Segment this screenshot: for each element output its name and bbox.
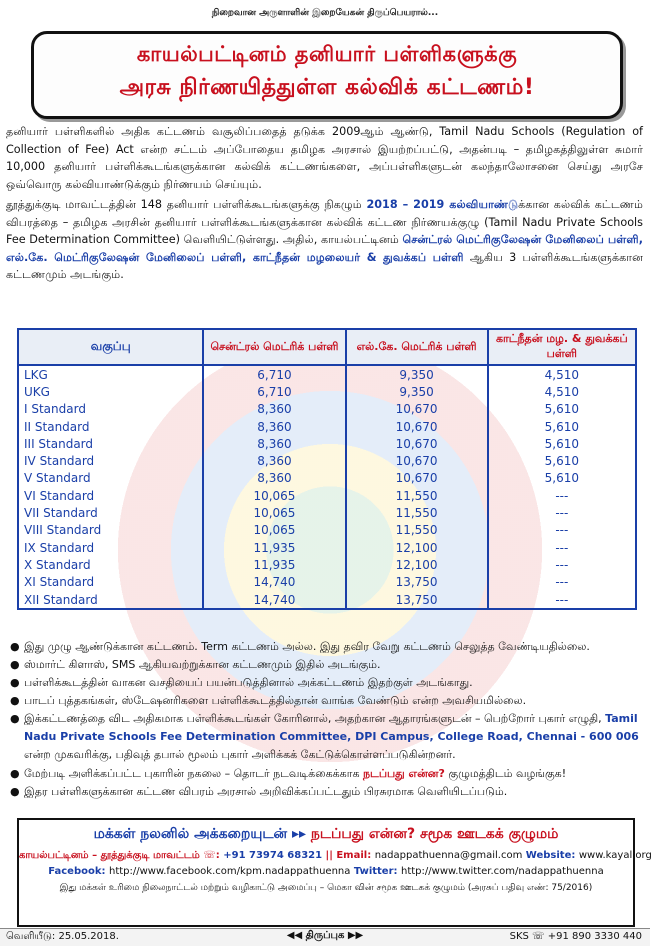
fee-row <box>18 383 636 400</box>
fee-row <box>18 435 636 452</box>
fee-cell: 11,550 <box>346 487 488 504</box>
class-cell: LKG <box>18 365 203 383</box>
fee-cell: --- <box>488 591 636 609</box>
phone-number[interactable]: +91 73974 68321 <box>223 850 323 861</box>
fee-cell: 11,550 <box>346 504 488 521</box>
fee-cell: 5,610 <box>488 401 636 418</box>
fee-cell: --- <box>488 556 636 573</box>
facebook-link[interactable]: http://www.facebook.com/kpm.nadappathuenna <box>108 866 351 877</box>
note-text: பாடப் புத்தகங்கள், ஸ்டேஷனரிகளை பள்ளிக்கூடத்தில்தான் வாங்க வேண்டும் என்ற அவசியமில்லை. <box>24 694 527 707</box>
class-cell: VIII Standard <box>18 522 203 539</box>
turn-page-nav[interactable]: ◀◀ திருப்புக ▶▶ <box>286 930 364 941</box>
publish-date: வெளியீடு: 25.05.2018. <box>6 931 119 942</box>
title-banner <box>31 31 623 119</box>
fee-cell: 13,750 <box>346 574 488 591</box>
fee-cell: 11,550 <box>346 522 488 539</box>
fee-row <box>18 539 636 556</box>
footer-social <box>19 866 633 877</box>
fee-cell: 9,350 <box>346 383 488 400</box>
fee-cell: 5,610 <box>488 435 636 452</box>
school-names: சென்ட்ரல் மெட்ரிகுலேஷன் மேனிலைப் பள்ளி, எல்.கே. மெட்ரிகுலேஷன் மேனிலைப் பள்ளி, காட்நீதன் மழலையர் & துவக்கப் பள்ளி <box>6 233 643 264</box>
fee-cell: 12,100 <box>346 539 488 556</box>
class-cell: II Standard <box>18 418 203 435</box>
bullet-icon: ● <box>10 640 20 653</box>
class-cell: IX Standard <box>18 539 203 556</box>
note-text: இது முழு ஆண்டுக்கான கட்டணம். Term கட்டணம் அல்ல. இது தவிர வேறு கட்டணம் செலுத்த வேண்டியதில்லை. <box>24 640 590 653</box>
fee-table <box>17 328 637 610</box>
intro-text-b: க்கான கல்விக் கட்டணம் விபரத்தை – தமிழக அரசின் தனியார் பள்ளிக்கூடங்களுக்கான கல்விக் கட்டண நிர்ணயக்குழு (Tamil Nadu Private Schools Fee Determination Committee) வெளியிட்டுள்ளது. அதில், காயல்பட்டினம் <box>6 198 643 247</box>
fee-row <box>18 401 636 418</box>
fee-row <box>18 522 636 539</box>
fee-cell: 11,935 <box>203 539 345 556</box>
fee-cell: 14,740 <box>203 574 345 591</box>
note-text: இக்கட்டணத்தை விட அதிகமாக பள்ளிக்கூடங்கள் கோரினால், அதற்கான ஆதாரங்களுடன் – பெற்றோர் புகார் எழுதி, <box>24 712 606 725</box>
class-cell: III Standard <box>18 435 203 452</box>
class-cell: VI Standard <box>18 487 203 504</box>
email-label: || Email: <box>322 850 375 861</box>
fee-cell: 8,360 <box>203 470 345 487</box>
intro-paragraph-1: தனியார் பள்ளிகளில் அதிக கட்டணம் வசூலிப்பதைத் தடுக்க 2009ஆம் ஆண்டு, Tamil Nadu Schools (Regulation of Collection of Fee) Act என்ற சட்டம் அப்போதைய தமிழக அரசால் இயற்றப்பட்டு, அதன்படி – தமிழகத்திலுள்ள சுமார் 10,000 தனியார் பள்ளிக்கூடங்களுக்கான கல்விக் கட்டணங்களை, அப்பள்ளிகளுடன் கலந்தாலோசனை செய்து அரசே ஒவ்வொரு கல்வியாண்டுக்கும் நிர்ணயம் செய்யும். <box>6 125 643 191</box>
fee-cell: 10,065 <box>203 504 345 521</box>
fee-cell: 10,670 <box>346 470 488 487</box>
note-item <box>10 765 640 782</box>
fee-cell: 6,710 <box>203 365 345 383</box>
facebook-label: Facebook: <box>48 866 109 877</box>
intro-text-a: தூத்துக்குடி மாவட்டத்தின் 148 தனியார் பள்ளிக்கூடங்களுக்கு நிகழும் <box>6 198 367 211</box>
fee-row <box>18 504 636 521</box>
contact-footer <box>17 818 652 927</box>
note-item <box>10 710 640 764</box>
bullet-icon: ● <box>10 767 20 780</box>
fee-cell: 5,610 <box>488 418 636 435</box>
fee-cell: 10,670 <box>346 401 488 418</box>
fee-cell: --- <box>488 504 636 521</box>
fee-cell: --- <box>488 574 636 591</box>
fee-cell: 8,360 <box>203 452 345 469</box>
fee-row <box>18 365 636 383</box>
class-cell: VII Standard <box>18 504 203 521</box>
notes-list <box>10 638 640 801</box>
footer-contacts <box>19 850 652 862</box>
fee-cell: --- <box>488 522 636 539</box>
fee-row <box>18 591 636 609</box>
note-text: ஸ்மார்ட் கிளாஸ், SMS ஆகியவற்றுக்கான கட்டணமும் இதில் அடங்கும். <box>24 658 381 671</box>
class-cell: IV Standard <box>18 452 203 469</box>
fee-row <box>18 470 636 487</box>
note-item <box>10 638 640 655</box>
footer-tagline <box>19 826 633 844</box>
fee-cell: 11,935 <box>203 556 345 573</box>
bullet-icon: ● <box>10 694 20 707</box>
fee-row <box>18 418 636 435</box>
header-kadnithan: காட்நீதன் மழ. & துவக்கப் பள்ளி <box>488 329 636 365</box>
note-item <box>10 783 640 800</box>
note-item <box>10 692 640 709</box>
class-cell: V Standard <box>18 470 203 487</box>
bullet-icon: ● <box>10 712 20 725</box>
fee-cell: --- <box>488 539 636 556</box>
group-title: நடப்பது என்ன? சமூக ஊடகக் குழுமம் <box>310 826 559 842</box>
title-line-2: அரசு நிர்ணயித்துள்ள கல்விக் கட்டணம்! <box>119 75 535 100</box>
invocation-line: நிறைவான அருளாளின் இறையேகன் திருப்பெயரால்... <box>211 8 439 18</box>
class-cell: XII Standard <box>18 591 203 609</box>
note-text: பள்ளிக்கூடத்தின் வாகன வசதியைப் பயன்படுத்தினால் அக்கட்டணம் இதற்குள் அடங்காது. <box>24 676 473 689</box>
fee-cell: 10,670 <box>346 418 488 435</box>
website-label: Website: <box>522 850 579 861</box>
note-text: என்ற முகவரிக்கு, பதிவுத் தபால் மூலம் புகார் அளிக்கக் கேட்டுக்கொள்ளப்படுகின்றனர். <box>24 748 456 761</box>
academic-year: 2018 – 2019 கல்வியாண்டு <box>366 198 519 211</box>
fee-cell: 10,670 <box>346 435 488 452</box>
fee-cell: 12,100 <box>346 556 488 573</box>
fee-cell: --- <box>488 487 636 504</box>
designer-credit: SKS ☏ +91 890 3330 440 <box>509 931 642 942</box>
class-cell: UKG <box>18 383 203 400</box>
bottom-bar <box>0 928 650 946</box>
header-central: சென்ட்ரல் மெட்ரிக் பள்ளி <box>203 329 345 365</box>
twitter-link[interactable]: http://www.twitter.com/nadappathuenna <box>401 866 604 877</box>
fee-cell: 6,710 <box>203 383 345 400</box>
fee-row <box>18 487 636 504</box>
website-link[interactable]: www.kayal.org <box>578 850 652 861</box>
title-line-1: காயல்பட்டினம் தனியார் பள்ளிகளுக்கு <box>136 42 518 66</box>
fee-row <box>18 574 636 591</box>
fee-cell: 5,610 <box>488 452 636 469</box>
email-link[interactable]: nadappathuenna@gmail.com <box>374 850 523 861</box>
class-cell: X Standard <box>18 556 203 573</box>
tagline-text: மக்கள் நலனில் அக்கறையுடன் ▸▸ <box>93 826 311 842</box>
note-text: இதர பள்ளிகளுக்கான கட்டண விபரம் அரசால் அறிவிக்கப்பட்டதும் பிரசுரமாக வெளியிடப்படும். <box>24 785 508 798</box>
header-lk: எல்.கே. மெட்ரிக் பள்ளி <box>346 329 488 365</box>
fee-cell: 8,360 <box>203 435 345 452</box>
bullet-icon: ● <box>10 676 20 689</box>
fee-cell: 10,065 <box>203 522 345 539</box>
bullet-icon: ● <box>10 658 20 671</box>
fee-cell: 14,740 <box>203 591 345 609</box>
fee-cell: 8,360 <box>203 418 345 435</box>
note-text: மேற்படி அளிக்கப்பட்ட புகாரின் நகலை – தொடர் நடவடிக்கைக்காக <box>24 767 363 780</box>
class-cell: I Standard <box>18 401 203 418</box>
fee-cell: 4,510 <box>488 365 636 383</box>
location-text: காயல்பட்டினம் – தூத்துக்குடி மாவட்டம் ☏: <box>19 850 224 861</box>
fee-cell: 8,360 <box>203 401 345 418</box>
fee-cell: 13,750 <box>346 591 488 609</box>
group-name: நடப்பது என்ன? <box>363 767 445 780</box>
intro-text-c: ஆகிய 3 பள்ளிக்கூடங்களுக்கான கட்டணமும் அடங்கும். <box>6 250 643 282</box>
note-text: குழுமத்திடம் வழங்குக! <box>444 767 567 780</box>
fee-cell: 10,670 <box>346 452 488 469</box>
fee-row <box>18 556 636 573</box>
fee-cell: 5,610 <box>488 470 636 487</box>
intro-paragraph-2 <box>6 196 643 284</box>
footer-registration: இது மக்கள் உரிமை நிலைநாட்டல் மற்றும் வழிகாட்டு அமைப்பு – மெகா வின் சமூக ஊடகக் குழுமம் (அரசுப் பதிவு எண்: 75/2016) <box>59 883 593 893</box>
note-item <box>10 656 640 673</box>
header-class: வகுப்பு <box>18 329 203 365</box>
fee-cell: 10,065 <box>203 487 345 504</box>
committee-address: Tamil Nadu Private Schools Fee Determination Committee, DPI Campus, College Road, Chennai - 600 006 <box>24 712 639 743</box>
fee-cell: 9,350 <box>346 365 488 383</box>
fee-row <box>18 452 636 469</box>
fee-table-header <box>18 329 636 365</box>
class-cell: XI Standard <box>18 574 203 591</box>
fee-cell: 4,510 <box>488 383 636 400</box>
bullet-icon: ● <box>10 785 20 798</box>
note-item <box>10 674 640 691</box>
twitter-label: Twitter: <box>350 866 401 877</box>
